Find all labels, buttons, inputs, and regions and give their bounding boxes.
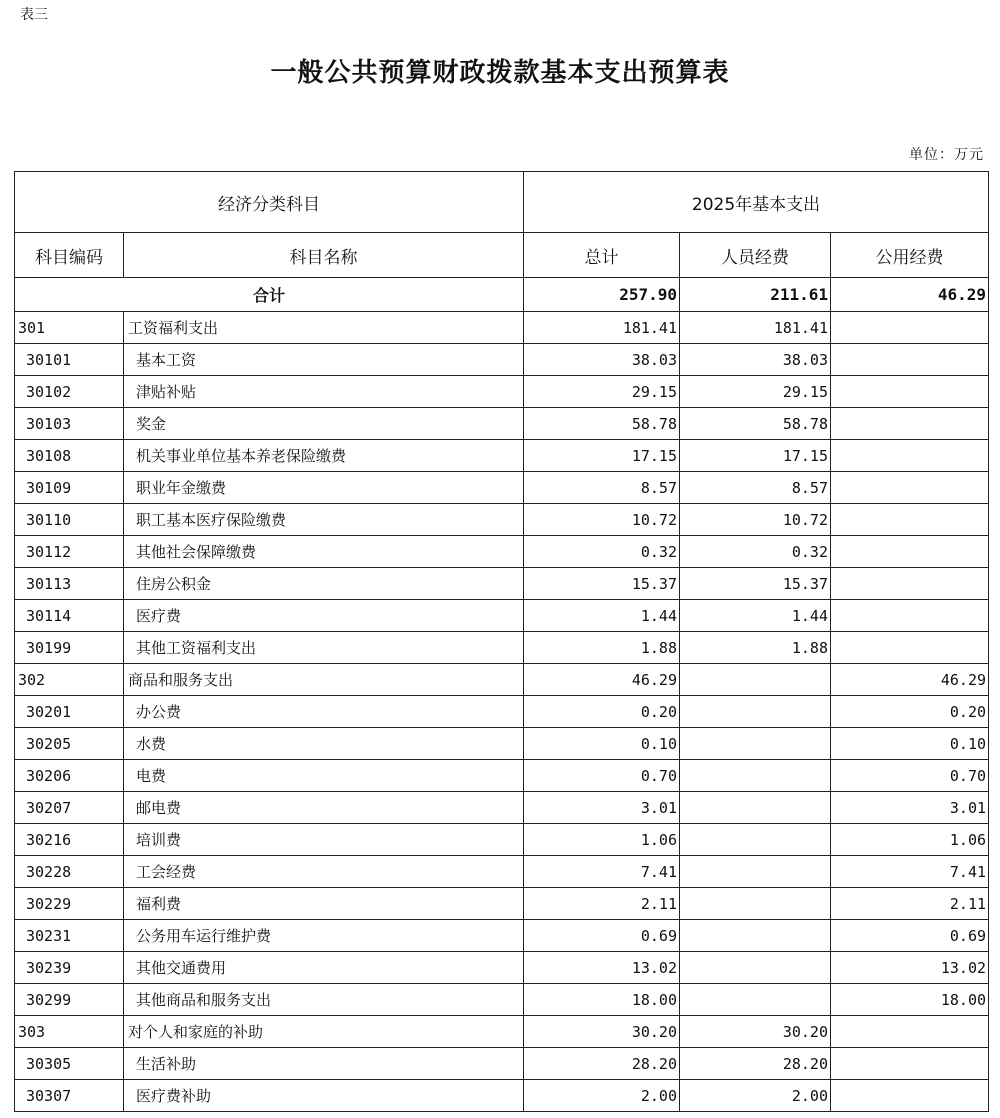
cell-personnel: 181.41 (680, 312, 831, 344)
header-year-basic-expenditure: 2025年基本支出 (524, 172, 989, 233)
header-total: 总计 (524, 233, 680, 278)
total-public: 46.29 (831, 278, 989, 312)
cell-code: 30108 (15, 440, 124, 472)
cell-code: 30113 (15, 568, 124, 600)
header-name: 科目名称 (124, 233, 524, 278)
cell-total: 29.15 (524, 376, 680, 408)
cell-total: 2.00 (524, 1080, 680, 1112)
cell-total: 0.69 (524, 920, 680, 952)
cell-name: 工会经费 (124, 856, 524, 888)
table-row (15, 440, 989, 472)
cell-code: 30239 (15, 952, 124, 984)
cell-code: 30109 (15, 472, 124, 504)
cell-code: 30307 (15, 1080, 124, 1112)
header-public: 公用经费 (831, 233, 989, 278)
cell-code: 302 (15, 664, 124, 696)
cell-public (831, 344, 989, 376)
cell-code: 30103 (15, 408, 124, 440)
table-row (15, 760, 989, 792)
cell-name: 职工基本医疗保险缴费 (124, 504, 524, 536)
sheet-label: 表三 (20, 7, 48, 23)
cell-name: 邮电费 (124, 792, 524, 824)
cell-total: 58.78 (524, 408, 680, 440)
cell-total: 0.10 (524, 728, 680, 760)
cell-personnel (680, 952, 831, 984)
cell-personnel (680, 984, 831, 1016)
cell-total: 10.72 (524, 504, 680, 536)
cell-total: 3.01 (524, 792, 680, 824)
cell-public (831, 472, 989, 504)
table-row (15, 792, 989, 824)
cell-public (831, 536, 989, 568)
total-total: 257.90 (524, 278, 680, 312)
header-personnel: 人员经费 (680, 233, 831, 278)
header-econ-category: 经济分类科目 (15, 172, 524, 233)
cell-code: 30305 (15, 1048, 124, 1080)
cell-code: 30112 (15, 536, 124, 568)
header-code: 科目编码 (15, 233, 124, 278)
page-title: 一般公共预算财政拨款基本支出预算表 (270, 58, 730, 88)
cell-name: 工资福利支出 (124, 312, 524, 344)
unit-label: 单位：万元 (909, 147, 984, 163)
cell-total: 0.70 (524, 760, 680, 792)
cell-total: 28.20 (524, 1048, 680, 1080)
cell-personnel: 1.44 (680, 600, 831, 632)
cell-personnel (680, 728, 831, 760)
total-label: 合计 (15, 278, 524, 312)
cell-personnel: 30.20 (680, 1016, 831, 1048)
cell-personnel: 1.88 (680, 632, 831, 664)
cell-total: 15.37 (524, 568, 680, 600)
cell-name: 其他交通费用 (124, 952, 524, 984)
total-personnel: 211.61 (680, 278, 831, 312)
table-row (15, 504, 989, 536)
cell-name: 其他工资福利支出 (124, 632, 524, 664)
cell-public: 3.01 (831, 792, 989, 824)
table-row (15, 344, 989, 376)
cell-personnel (680, 888, 831, 920)
table-row (15, 408, 989, 440)
cell-name: 医疗费 (124, 600, 524, 632)
cell-code: 30231 (15, 920, 124, 952)
cell-public: 46.29 (831, 664, 989, 696)
cell-public: 0.70 (831, 760, 989, 792)
cell-total: 2.11 (524, 888, 680, 920)
cell-name: 商品和服务支出 (124, 664, 524, 696)
cell-name: 职业年金缴费 (124, 472, 524, 504)
table-row (15, 1016, 989, 1048)
table-row (15, 664, 989, 696)
cell-public: 18.00 (831, 984, 989, 1016)
header-row-columns (15, 233, 989, 278)
cell-public (831, 1048, 989, 1080)
cell-name: 津贴补贴 (124, 376, 524, 408)
cell-name: 电费 (124, 760, 524, 792)
cell-personnel (680, 920, 831, 952)
cell-code: 30205 (15, 728, 124, 760)
cell-name: 基本工资 (124, 344, 524, 376)
cell-personnel: 15.37 (680, 568, 831, 600)
cell-public (831, 632, 989, 664)
table-row (15, 536, 989, 568)
cell-code: 30228 (15, 856, 124, 888)
cell-personnel (680, 760, 831, 792)
cell-personnel (680, 824, 831, 856)
cell-public: 0.20 (831, 696, 989, 728)
cell-total: 0.32 (524, 536, 680, 568)
cell-code: 303 (15, 1016, 124, 1048)
cell-public (831, 1080, 989, 1112)
cell-code: 30199 (15, 632, 124, 664)
budget-table (14, 171, 989, 1112)
cell-name: 其他社会保障缴费 (124, 536, 524, 568)
cell-code: 30101 (15, 344, 124, 376)
cell-public (831, 408, 989, 440)
cell-name: 公务用车运行维护费 (124, 920, 524, 952)
cell-total: 18.00 (524, 984, 680, 1016)
cell-personnel: 29.15 (680, 376, 831, 408)
table-row (15, 1080, 989, 1112)
table-body (15, 172, 989, 1112)
cell-public: 0.10 (831, 728, 989, 760)
header-row-group (15, 172, 989, 233)
table-row (15, 696, 989, 728)
cell-public: 13.02 (831, 952, 989, 984)
table-row (15, 952, 989, 984)
cell-code: 30102 (15, 376, 124, 408)
cell-personnel: 58.78 (680, 408, 831, 440)
cell-personnel: 0.32 (680, 536, 831, 568)
cell-public (831, 568, 989, 600)
cell-public: 0.69 (831, 920, 989, 952)
cell-public (831, 504, 989, 536)
cell-public (831, 312, 989, 344)
table-row (15, 920, 989, 952)
table-row (15, 1048, 989, 1080)
cell-name: 培训费 (124, 824, 524, 856)
cell-personnel: 2.00 (680, 1080, 831, 1112)
table-row (15, 824, 989, 856)
cell-total: 38.03 (524, 344, 680, 376)
table-row (15, 376, 989, 408)
cell-code: 30206 (15, 760, 124, 792)
table-row (15, 472, 989, 504)
cell-total: 7.41 (524, 856, 680, 888)
cell-name: 医疗费补助 (124, 1080, 524, 1112)
cell-code: 30207 (15, 792, 124, 824)
cell-name: 生活补助 (124, 1048, 524, 1080)
cell-public: 2.11 (831, 888, 989, 920)
cell-personnel (680, 856, 831, 888)
cell-personnel (680, 792, 831, 824)
cell-code: 301 (15, 312, 124, 344)
table-row (15, 568, 989, 600)
cell-public: 7.41 (831, 856, 989, 888)
table-row (15, 632, 989, 664)
cell-total: 181.41 (524, 312, 680, 344)
cell-total: 30.20 (524, 1016, 680, 1048)
cell-public (831, 1016, 989, 1048)
cell-code: 30114 (15, 600, 124, 632)
cell-personnel (680, 696, 831, 728)
cell-name: 福利费 (124, 888, 524, 920)
cell-personnel: 38.03 (680, 344, 831, 376)
cell-total: 8.57 (524, 472, 680, 504)
cell-name: 办公费 (124, 696, 524, 728)
cell-total: 0.20 (524, 696, 680, 728)
total-row (15, 278, 989, 312)
table-row (15, 312, 989, 344)
cell-personnel: 10.72 (680, 504, 831, 536)
cell-public (831, 600, 989, 632)
cell-public: 1.06 (831, 824, 989, 856)
cell-personnel (680, 664, 831, 696)
cell-total: 1.44 (524, 600, 680, 632)
table-row (15, 856, 989, 888)
cell-personnel: 17.15 (680, 440, 831, 472)
cell-name: 奖金 (124, 408, 524, 440)
cell-name: 机关事业单位基本养老保险缴费 (124, 440, 524, 472)
cell-name: 其他商品和服务支出 (124, 984, 524, 1016)
cell-name: 对个人和家庭的补助 (124, 1016, 524, 1048)
table-row (15, 888, 989, 920)
cell-personnel: 8.57 (680, 472, 831, 504)
cell-public (831, 376, 989, 408)
cell-name: 住房公积金 (124, 568, 524, 600)
cell-code: 30201 (15, 696, 124, 728)
cell-total: 13.02 (524, 952, 680, 984)
cell-total: 17.15 (524, 440, 680, 472)
cell-code: 30216 (15, 824, 124, 856)
table-row (15, 600, 989, 632)
cell-public (831, 440, 989, 472)
cell-personnel: 28.20 (680, 1048, 831, 1080)
cell-total: 1.88 (524, 632, 680, 664)
cell-name: 水费 (124, 728, 524, 760)
cell-total: 1.06 (524, 824, 680, 856)
table-row (15, 728, 989, 760)
table-row (15, 984, 989, 1016)
cell-total: 46.29 (524, 664, 680, 696)
cell-code: 30110 (15, 504, 124, 536)
cell-code: 30299 (15, 984, 124, 1016)
cell-code: 30229 (15, 888, 124, 920)
